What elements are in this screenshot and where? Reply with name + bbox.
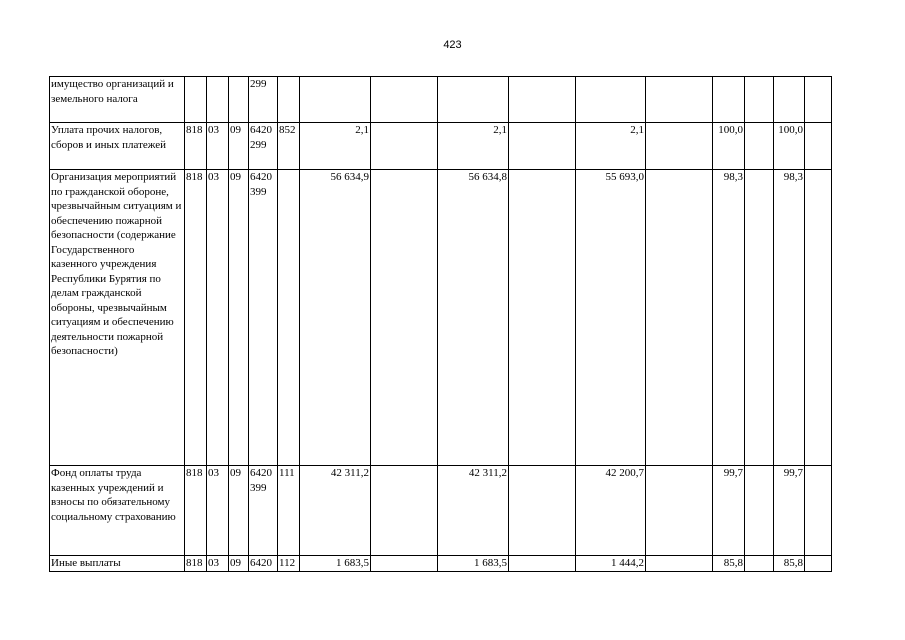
executed-amount: 42 200,7 — [576, 466, 646, 556]
expense-type-code: 852 — [278, 123, 300, 170]
section-code — [207, 77, 229, 123]
budget-execution-table — [49, 76, 832, 572]
empty-cell — [745, 556, 774, 572]
empty-cell — [646, 123, 713, 170]
target-article-code: 6420 — [249, 556, 278, 572]
ministry-code: 818 — [185, 556, 207, 572]
percent-of-approved: 85,8 — [713, 556, 745, 572]
empty-cell — [805, 170, 832, 466]
table-row — [50, 77, 832, 123]
percent-of-approved: 98,3 — [713, 170, 745, 466]
section-code: 03 — [207, 556, 229, 572]
section-code: 03 — [207, 170, 229, 466]
empty-cell — [509, 170, 576, 466]
empty-cell — [509, 556, 576, 572]
refined-amount: 1 683,5 — [438, 556, 509, 572]
table-row — [50, 466, 832, 556]
percent-of-refined: 100,0 — [774, 123, 805, 170]
target-article-code: 6420 299 — [249, 123, 278, 170]
ministry-code: 818 — [185, 123, 207, 170]
empty-cell — [509, 466, 576, 556]
approved-amount — [300, 77, 371, 123]
table-row — [50, 123, 832, 170]
empty-cell — [805, 556, 832, 572]
empty-cell — [371, 170, 438, 466]
percent-of-refined: 85,8 — [774, 556, 805, 572]
subsection-code: 09 — [229, 556, 249, 572]
empty-cell — [371, 466, 438, 556]
percent-of-approved: 100,0 — [713, 123, 745, 170]
empty-cell — [646, 556, 713, 572]
subsection-code: 09 — [229, 170, 249, 466]
table-row — [50, 556, 832, 572]
expense-type-code — [278, 170, 300, 466]
empty-cell — [805, 77, 832, 123]
empty-cell — [371, 123, 438, 170]
row-name: Уплата прочих налогов, сборов и иных платежей — [50, 123, 185, 170]
empty-cell — [371, 77, 438, 123]
empty-cell — [509, 77, 576, 123]
table-row — [50, 170, 832, 466]
row-name: Фонд оплаты труда казенных учреждений и взносы по обязательному социальному страхованию — [50, 466, 185, 556]
executed-amount — [576, 77, 646, 123]
expense-type-code: 111 — [278, 466, 300, 556]
percent-of-refined: 98,3 — [774, 170, 805, 466]
refined-amount: 42 311,2 — [438, 466, 509, 556]
row-name: Организация мероприятий по гражданской обороне, чрезвычайным ситуациям и обеспечению пожарной безопасности (содержание Государственного казенного учреждения Республики Бурятия по делам гражданской обороны, чрезвычайным ситуациям и обеспечению деятельности пожарной безопасности) — [50, 170, 185, 466]
approved-amount: 56 634,9 — [300, 170, 371, 466]
empty-cell — [509, 123, 576, 170]
approved-amount: 42 311,2 — [300, 466, 371, 556]
empty-cell — [745, 123, 774, 170]
executed-amount: 1 444,2 — [576, 556, 646, 572]
subsection-code — [229, 77, 249, 123]
percent-of-refined: 99,7 — [774, 466, 805, 556]
executed-amount: 2,1 — [576, 123, 646, 170]
approved-amount: 2,1 — [300, 123, 371, 170]
empty-cell — [646, 170, 713, 466]
target-article-code: 299 — [249, 77, 278, 123]
percent-of-approved: 99,7 — [713, 466, 745, 556]
section-code: 03 — [207, 466, 229, 556]
refined-amount — [438, 77, 509, 123]
refined-amount: 56 634,8 — [438, 170, 509, 466]
empty-cell — [646, 77, 713, 123]
page-number: 423 — [443, 39, 462, 51]
ministry-code — [185, 77, 207, 123]
subsection-code: 09 — [229, 466, 249, 556]
refined-amount: 2,1 — [438, 123, 509, 170]
section-code: 03 — [207, 123, 229, 170]
ministry-code: 818 — [185, 466, 207, 556]
empty-cell — [805, 466, 832, 556]
empty-cell — [805, 123, 832, 170]
percent-of-refined — [774, 77, 805, 123]
percent-of-approved — [713, 77, 745, 123]
target-article-code: 6420 399 — [249, 170, 278, 466]
expense-type-code: 112 — [278, 556, 300, 572]
target-article-code: 6420 399 — [249, 466, 278, 556]
empty-cell — [745, 170, 774, 466]
empty-cell — [371, 556, 438, 572]
ministry-code: 818 — [185, 170, 207, 466]
empty-cell — [646, 466, 713, 556]
subsection-code: 09 — [229, 123, 249, 170]
approved-amount: 1 683,5 — [300, 556, 371, 572]
row-name: Иные выплаты — [50, 556, 185, 572]
executed-amount: 55 693,0 — [576, 170, 646, 466]
row-name: имущество организаций и земельного налога — [50, 77, 185, 123]
expense-type-code — [278, 77, 300, 123]
empty-cell — [745, 77, 774, 123]
empty-cell — [745, 466, 774, 556]
